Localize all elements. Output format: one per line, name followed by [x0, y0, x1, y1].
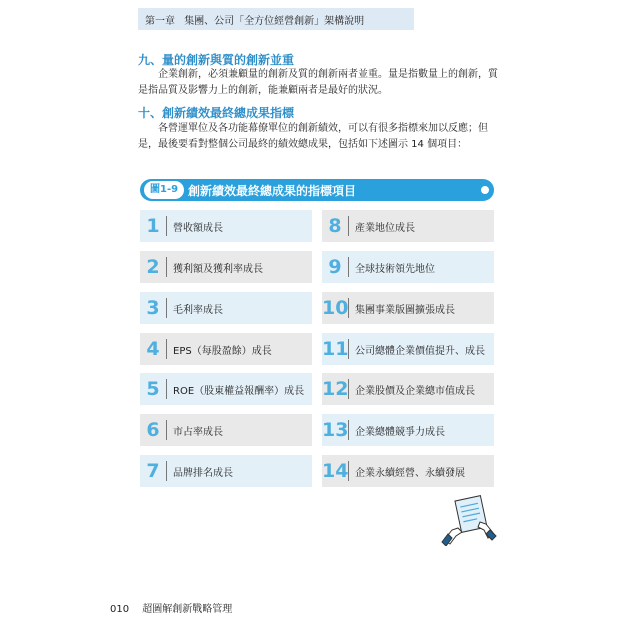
- book-title: 超圖解創新戰略管理: [142, 604, 233, 615]
- item-label: 全球技術領先地位: [355, 263, 435, 275]
- item-label: 獲利額及獲利率成長: [173, 263, 263, 275]
- item-divider: [166, 339, 167, 359]
- indicator-item-9: [322, 251, 494, 283]
- figure-dot-icon: [481, 186, 489, 194]
- item-number: 9: [328, 256, 342, 278]
- item-label: ROE（股東權益報酬率）成長: [173, 385, 305, 397]
- item-number: 8: [328, 215, 342, 237]
- item-divider: [166, 420, 167, 440]
- item-divider: [348, 461, 349, 481]
- item-label: 毛利率成長: [173, 304, 223, 316]
- item-divider: [348, 257, 349, 277]
- section-10-body: [138, 121, 498, 153]
- item-divider: [166, 257, 167, 277]
- item-number: 11: [322, 338, 349, 360]
- item-label: 企業股價及企業總市值成長: [355, 385, 475, 397]
- section-9-body: [138, 67, 498, 99]
- item-label: 公司總體企業價值提升、成長: [355, 345, 485, 357]
- indicator-item-1: [140, 210, 312, 242]
- item-number: 4: [146, 338, 160, 360]
- hands-holding-document-illustration: [440, 494, 498, 546]
- item-number: 12: [322, 378, 349, 400]
- item-label: 企業總體競爭力成長: [355, 426, 445, 438]
- section-9-title: 九、量的創新與質的創新並重: [138, 53, 295, 67]
- item-number: 13: [322, 419, 349, 441]
- item-label: 營收額成長: [173, 222, 223, 234]
- indicator-item-10: [322, 292, 494, 324]
- indicator-item-2: [140, 251, 312, 283]
- item-divider: [166, 216, 167, 236]
- item-label: 企業永續經營、永續發展: [355, 467, 465, 479]
- item-label: 品牌排名成長: [173, 467, 233, 479]
- indicator-item-11: [322, 333, 494, 365]
- item-label: EPS（每股盈餘）成長: [173, 345, 272, 357]
- item-number: 3: [146, 297, 160, 319]
- item-divider: [348, 379, 349, 399]
- indicator-item-6: [140, 414, 312, 446]
- item-number: 6: [146, 419, 160, 441]
- item-number: 5: [146, 378, 160, 400]
- item-label: 集團事業版圖擴張成長: [355, 304, 455, 316]
- indicator-item-4: [140, 333, 312, 365]
- figure-title: 創新績效最終總成果的指標項目: [188, 184, 357, 198]
- item-number: 7: [146, 460, 160, 482]
- indicator-item-7: [140, 455, 312, 487]
- item-number: 14: [322, 460, 349, 482]
- item-number: 2: [146, 256, 160, 278]
- item-divider: [166, 461, 167, 481]
- item-divider: [166, 379, 167, 399]
- indicator-item-5: [140, 373, 312, 405]
- section-10-title: 十、創新績效最終總成果指標: [138, 106, 295, 120]
- item-number: 1: [146, 215, 160, 237]
- item-label: 產業地位成長: [355, 222, 415, 234]
- indicator-item-8: [322, 210, 494, 242]
- item-divider: [166, 298, 167, 318]
- chapter-header: [145, 12, 364, 27]
- item-number: 10: [322, 297, 349, 319]
- item-divider: [348, 216, 349, 236]
- item-divider: [348, 420, 349, 440]
- item-label: 市占率成長: [173, 426, 223, 438]
- section-10-text: 各營運單位及各功能幕僚單位的創新績效，可以有很多指標來加以反應；但是，最後要看對整個公司最終的績效總成果，包括如下述圖示 14 個項目：: [138, 123, 488, 150]
- page-number: 010: [110, 604, 130, 615]
- section-9-text: 企業創新，必須兼顧量的創新及質的創新兩者並重。量是指數量上的創新，質是指品質及影響力上的創新，能兼顧兩者是最好的狀況。: [138, 69, 498, 96]
- indicator-item-3: [140, 292, 312, 324]
- chapter-title: 集團、公司「全方位經營創新」架構說明: [184, 16, 365, 27]
- item-divider: [348, 339, 349, 359]
- indicator-item-13: [322, 414, 494, 446]
- indicator-item-12: [322, 373, 494, 405]
- item-divider: [348, 298, 349, 318]
- indicator-item-14: [322, 455, 494, 487]
- figure-tag: 圖1-9: [144, 181, 184, 199]
- page-footer: [110, 600, 232, 615]
- chapter-label: 第一章: [145, 16, 175, 27]
